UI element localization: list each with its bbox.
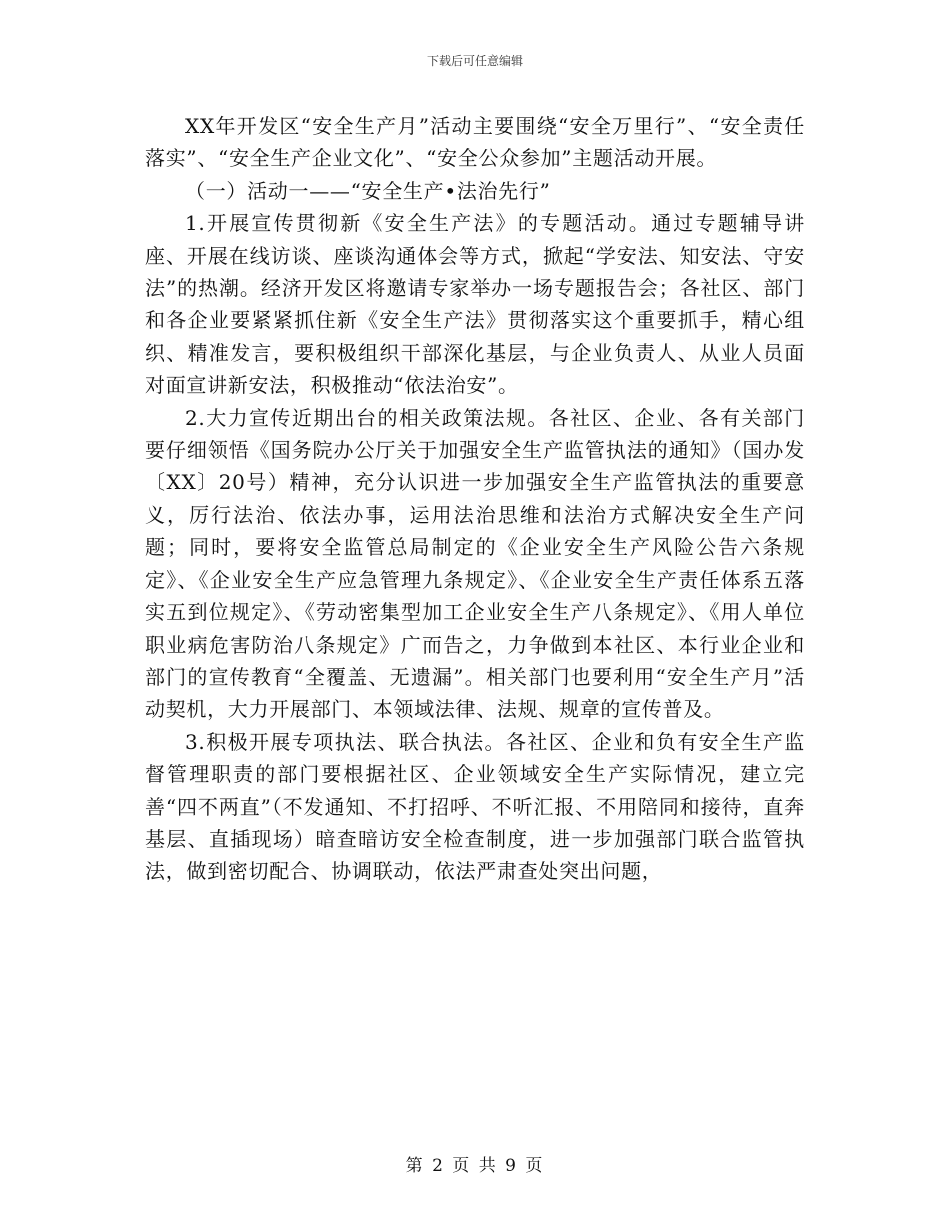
paragraph-intro: XX年开发区“安全生产月”活动主要围绕“安全万里行”、“安全责任落实”、“安全生产企业文化”、“安全公众参加”主题活动开展。 — [145, 114, 805, 171]
page-header-note: 下载后可任意编辑 — [426, 54, 523, 68]
paragraph-item-3: 3.积极开展专项执法、联合执法。各社区、企业和负有安全生产监督管理职责的部门要根据社区、企业领域安全生产实际情况，建立完善“四不两直”（不发通知、不打招呼、不听汇报、不用陪同和接待，直奔基层、直插现场）暗查暗访安全检查制度，进一步加强部门联合监管执法，做到密切配合、协调联动，依法严肃查处突出问题， — [145, 729, 805, 884]
document-body — [145, 110, 805, 888]
page-number: 第 2 页 共 9 页 — [405, 1156, 545, 1176]
section-heading-activity-one: （一）活动一——“安全生产•法治先行” — [185, 178, 551, 203]
paragraph-item-2: 2.大力宣传近期出台的相关政策法规。各社区、企业、各有关部门要仔细领悟《国务院办公厅关于加强安全生产监管执法的通知》（国办发〔XX〕20号）精神，充分认识进一步加强安全生产监管执法的重要意义，厉行法治、依法办事，运用法治思维和法治方式解决安全生产问题；同时，要将安全监管总局制定的《企业安全生产风险公告六条规定》、《企业安全生产应急管理九条规定》、《企业安全生产责任体系五落实五到位规定》、《劳动密集型加工企业安全生产八条规定》、《用人单位职业病危害防治八条规定》广而告之，力争做到本社区、本行业企业和部门的宣传教育“全覆盖、无遗漏”。相关部门也要利用“安全生产月”活动契机，大力开展部门、本领域法律、法规、规章的宣传普及。 — [145, 405, 805, 722]
paragraph-item-1: 1.开展宣传贯彻新《安全生产法》的专题活动。通过专题辅导讲座、开展在线访谈、座谈沟通体会等方式，掀起“学安法、知安法、守安法”的热潮。经济开发区将邀请专家举办一场专题报告会；各社区、部门和各企业要紧紧抓住新《安全生产法》贯彻落实这个重要抓手，精心组织、精准发言，要积极组织干部深化基层，与企业负责人、从业人员面对面宣讲新安法，积极推动“依法治安”。 — [145, 211, 805, 398]
